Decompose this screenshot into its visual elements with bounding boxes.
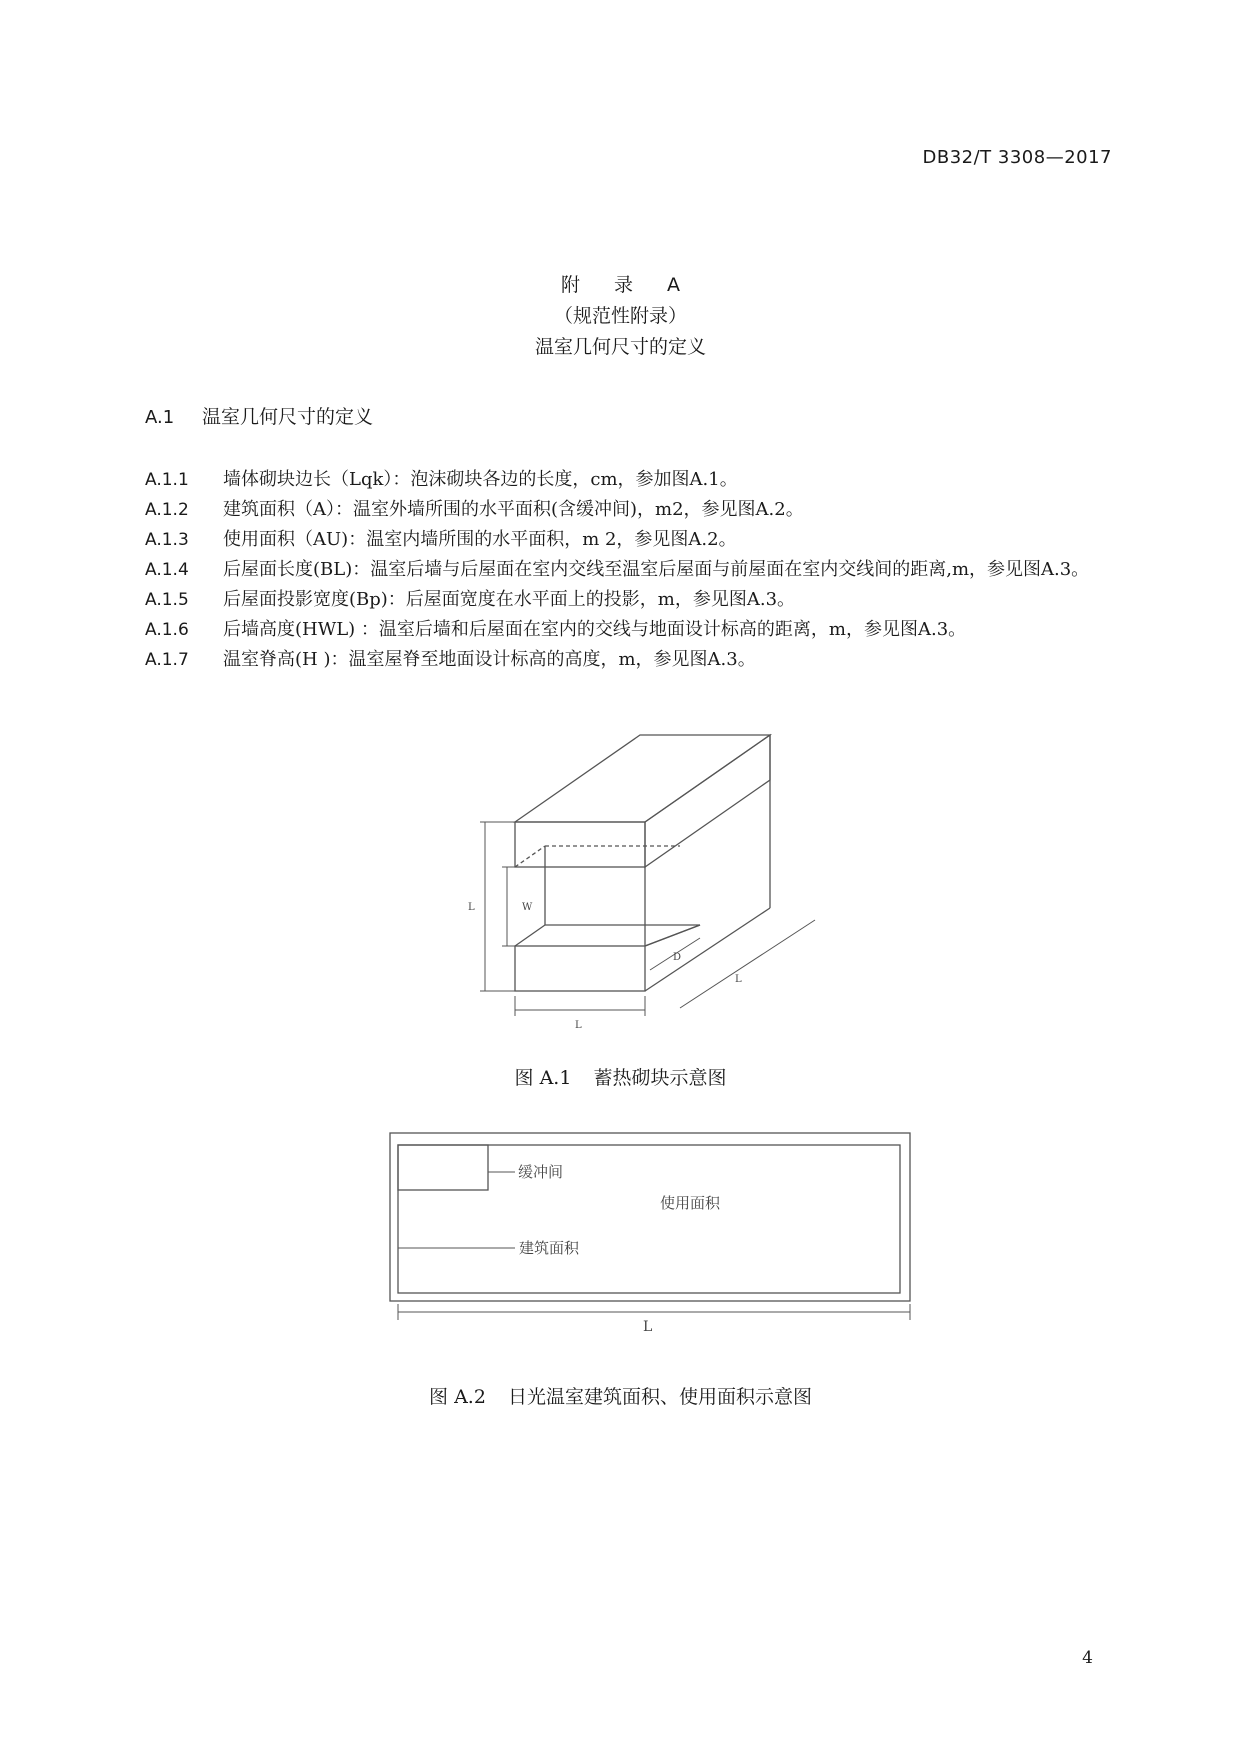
section-number: A.1 bbox=[145, 407, 175, 428]
clause-text: 后墙高度(HWL) ：温室后墙和后屋面在室内的交线与地面设计标高的距离，m，参见图A.3。 bbox=[223, 619, 967, 640]
clause-number: A.1.7 bbox=[145, 650, 189, 670]
clause-text: 温室脊高(H )：温室屋脊至地面设计标高的高度，m，参见图A.3。 bbox=[223, 649, 756, 670]
label-bottom-length: L bbox=[575, 1020, 582, 1031]
clause-number: A.1.4 bbox=[145, 560, 189, 580]
clause-number: A.1.1 bbox=[145, 470, 189, 490]
page-number: 4 bbox=[1082, 1648, 1093, 1668]
appendix-heading: 温室几何尺寸的定义 bbox=[534, 336, 706, 358]
appendix-title-block bbox=[0, 270, 1241, 363]
label-depth: D bbox=[673, 952, 682, 963]
clause-item bbox=[145, 645, 1120, 675]
label-right-length: L bbox=[735, 974, 742, 985]
figure-a1-title: 蓄热砌块示意图 bbox=[593, 1067, 727, 1089]
clause-text: 后屋面投影宽度(Bp)：后屋面宽度在水平面上的投影，m，参见图A.3。 bbox=[223, 589, 796, 610]
clause-number: A.1.3 bbox=[145, 530, 189, 550]
clause-text: 使用面积（AU)：温室内墙所围的水平面积，m 2，参见图A.2。 bbox=[223, 529, 737, 550]
clause-item bbox=[145, 525, 1120, 555]
figure-a2-floor-plan bbox=[385, 1128, 925, 1338]
section-title: 温室几何尺寸的定义 bbox=[202, 406, 374, 428]
figure-a1-block-diagram bbox=[460, 720, 820, 1050]
figure-a1-caption bbox=[0, 1063, 1241, 1090]
label-total-length: L bbox=[643, 1319, 653, 1335]
label-usable-area: 使用面积 bbox=[660, 1194, 721, 1212]
clause-item bbox=[145, 585, 1120, 615]
label-left-length: L bbox=[468, 902, 475, 913]
label-inner-width: W bbox=[522, 902, 533, 913]
clause-item bbox=[145, 615, 1120, 645]
clause-list bbox=[145, 465, 1120, 675]
label-buffer-room: 缓冲间 bbox=[518, 1163, 564, 1181]
clause-item bbox=[145, 555, 1120, 585]
clause-text: 后屋面长度(BL)：温室后墙与后屋面在室内交线至温室后屋面与前屋面在室内交线间的距离,m，参见图A.3。 bbox=[223, 559, 1090, 580]
figure-a2-caption bbox=[0, 1382, 1241, 1409]
clause-item bbox=[145, 465, 1120, 495]
appendix-title: 附 录 A bbox=[560, 274, 695, 296]
clause-number: A.1.2 bbox=[145, 500, 189, 520]
clause-text: 墙体砌块边长（Lqk）：泡沫砌块各边的长度，cm，参加图A.1。 bbox=[223, 469, 738, 490]
clause-text: 建筑面积（A）：温室外墙所围的水平面积(含缓冲间)，m2，参见图A.2。 bbox=[223, 499, 804, 520]
clause-item bbox=[145, 495, 1120, 525]
figure-a2-title: 日光温室建筑面积、使用面积示意图 bbox=[507, 1386, 812, 1408]
label-building-area: 建筑面积 bbox=[519, 1239, 580, 1257]
appendix-subtitle: （规范性附录） bbox=[553, 305, 687, 327]
standard-code: DB32/T 3308—2017 bbox=[922, 147, 1112, 168]
clause-number: A.1.5 bbox=[145, 590, 189, 610]
figure-a1-number: 图 A.1 bbox=[514, 1067, 572, 1089]
clause-number: A.1.6 bbox=[145, 620, 189, 640]
figure-a2-number: 图 A.2 bbox=[429, 1386, 486, 1408]
section-heading bbox=[145, 402, 373, 429]
